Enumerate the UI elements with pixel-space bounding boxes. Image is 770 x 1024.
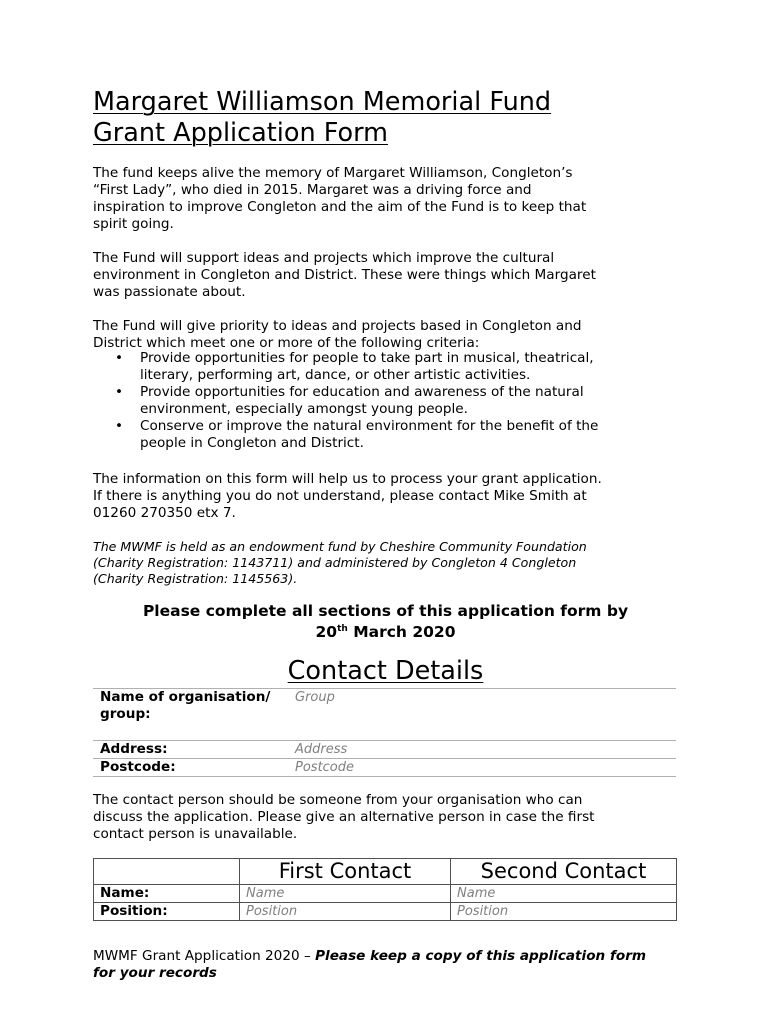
priority-line: District which meet one or more of the following criteria: <box>93 335 480 351</box>
address-label: Address: <box>93 741 288 759</box>
contacts-table <box>93 858 677 921</box>
title-line-1: Margaret Williamson Memorial Fund <box>93 87 552 117</box>
footer-line-2 <box>93 965 693 982</box>
contact-person-line: The contact person should be someone from your organisation who can <box>93 792 583 808</box>
contact-person-line: contact person is unavailable. <box>93 826 298 842</box>
organisation-label: Name of organisation/ group: <box>93 689 288 741</box>
criteria-text: Provide opportunities for education and awareness of the natural <box>140 384 584 400</box>
table-row <box>94 885 677 903</box>
table-row <box>93 689 676 741</box>
criteria-list <box>93 350 693 452</box>
info-paragraph <box>93 471 693 522</box>
info-line: If there is anything you do not understand, please contact Mike Smith at <box>93 488 587 504</box>
note-line: (Charity Registration: 1143711) and administered by Congleton 4 Congleton <box>93 555 577 570</box>
info-line: The information on this form will help us to process your grant application. <box>93 471 602 487</box>
page-footer <box>93 948 693 982</box>
header-empty-cell <box>94 859 240 885</box>
deadline-month-year: March 2020 <box>347 623 456 641</box>
bullet-icon: • <box>115 418 124 434</box>
support-line: was passionate about. <box>93 284 246 300</box>
bullet-icon: • <box>115 350 124 366</box>
deadline-line-1: Please complete all sections of this application form by <box>142 602 629 620</box>
bullet-icon: • <box>115 384 124 400</box>
criteria-item <box>93 418 693 452</box>
contact-details-heading: Contact Details <box>287 656 484 686</box>
criteria-text: people in Congleton and District. <box>140 435 364 451</box>
table-row <box>93 741 676 759</box>
table-row <box>93 759 676 777</box>
title-line-2: Grant Application Form <box>93 118 388 148</box>
organisation-field[interactable]: Group <box>288 689 676 741</box>
criteria-item <box>93 350 693 384</box>
criteria-text: Provide opportunities for people to take part in musical, theatrical, <box>140 350 594 366</box>
position-label: Position: <box>94 903 240 921</box>
second-contact-position-field[interactable]: Position <box>451 903 677 921</box>
address-field[interactable]: Address <box>288 741 676 759</box>
postcode-field[interactable]: Postcode <box>288 759 676 777</box>
note-line: The MWMF is held as an endowment fund by Cheshire Community Foundation <box>93 539 587 554</box>
charity-note <box>93 539 693 587</box>
postcode-label: Postcode: <box>93 759 288 777</box>
contact-person-paragraph <box>93 792 693 843</box>
contact-person-line: discuss the application. Please give an alternative person in case the first <box>93 809 595 825</box>
intro-paragraph <box>93 165 693 233</box>
deadline-notice <box>93 601 678 643</box>
document-title <box>93 87 551 149</box>
second-contact-name-field[interactable]: Name <box>451 885 677 903</box>
footer-line-1 <box>93 948 693 965</box>
criteria-item <box>93 384 693 418</box>
second-contact-header: Second Contact <box>451 859 677 885</box>
first-contact-name-field[interactable]: Name <box>240 885 451 903</box>
name-label: Name: <box>94 885 240 903</box>
criteria-text: environment, especially amongst young people. <box>140 401 468 417</box>
intro-line: “First Lady”, who died in 2015. Margaret was a driving force and <box>93 182 532 198</box>
table-header-row <box>94 859 677 885</box>
first-contact-header: First Contact <box>240 859 451 885</box>
deadline-day: 20 <box>315 623 338 641</box>
contact-details-table <box>93 688 676 777</box>
first-contact-position-field[interactable]: Position <box>240 903 451 921</box>
intro-line: inspiration to improve Congleton and the aim of the Fund is to keep that <box>93 199 587 215</box>
priority-paragraph <box>93 318 693 352</box>
priority-line: The Fund will give priority to ideas and projects based in Congleton and <box>93 318 582 334</box>
footer-emphasis: for your records <box>93 965 217 981</box>
footer-prefix: MWMF Grant Application 2020 – <box>93 948 316 964</box>
criteria-text: Conserve or improve the natural environment for the benefit of the <box>140 418 599 434</box>
table-row <box>94 903 677 921</box>
support-paragraph <box>93 250 693 301</box>
intro-line: spirit going. <box>93 216 174 232</box>
deadline-day-suffix: th <box>337 624 348 634</box>
note-line: (Charity Registration: 1145563). <box>93 571 298 586</box>
info-line: 01260 270350 etx 7. <box>93 505 236 521</box>
footer-emphasis: Please keep a copy of this application form <box>315 948 647 964</box>
support-line: environment in Congleton and District. These were things which Margaret <box>93 267 596 283</box>
criteria-text: literary, performing art, dance, or other artistic activities. <box>140 367 531 383</box>
support-line: The Fund will support ideas and projects which improve the cultural <box>93 250 555 266</box>
deadline-line-2 <box>93 622 678 643</box>
intro-line: The fund keeps alive the memory of Margaret Williamson, Congleton’s <box>93 165 573 181</box>
